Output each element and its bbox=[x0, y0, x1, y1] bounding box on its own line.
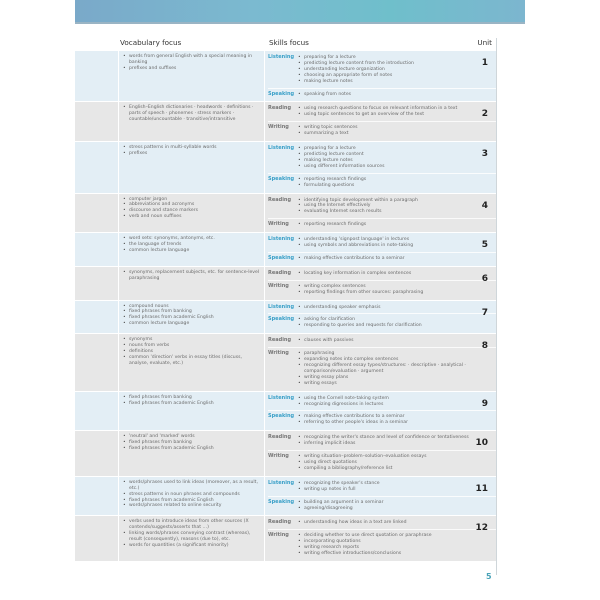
skills-cell bbox=[265, 233, 497, 266]
vocab-item: • verb and noun suffixes bbox=[123, 214, 260, 220]
skill-list bbox=[298, 414, 497, 426]
vocab-item: • computer jargon bbox=[123, 197, 260, 203]
skill-item: • building an argument in a seminar bbox=[298, 500, 497, 506]
vocab-cell bbox=[119, 516, 265, 561]
skill-list bbox=[298, 454, 497, 472]
skill-label: Writing bbox=[268, 282, 289, 289]
table-row bbox=[75, 233, 497, 267]
vocab-cell bbox=[119, 267, 265, 300]
vocab-item: • synonyms, replacement subjects, etc. for sentence-level paraphrasing bbox=[123, 270, 260, 282]
skill-list bbox=[298, 284, 497, 296]
skill-group-write bbox=[268, 529, 497, 559]
skill-item: • preparing for a lecture bbox=[298, 146, 497, 152]
skill-item: • writing essays bbox=[298, 381, 497, 387]
vocab-cell bbox=[119, 142, 265, 192]
skill-item: • expanding notes into complex sentences bbox=[298, 357, 497, 363]
page-number: 5 bbox=[486, 572, 492, 581]
skill-list bbox=[298, 256, 497, 262]
skill-list bbox=[298, 271, 497, 277]
skill-label: Reading bbox=[268, 196, 292, 203]
skill-item: • identifying topic development within a paragraph bbox=[298, 198, 497, 204]
skill-list bbox=[298, 237, 497, 249]
skill-item: • using symbols and abbreviations in note-taking bbox=[298, 243, 497, 249]
skill-item: • writing essay plans bbox=[298, 375, 497, 381]
skill-list bbox=[298, 125, 497, 137]
vocab-list bbox=[123, 197, 260, 221]
table-row bbox=[75, 392, 497, 432]
skill-group-listen bbox=[268, 480, 497, 495]
unit-number: 7 bbox=[481, 307, 488, 318]
skill-label: Reading bbox=[268, 434, 292, 441]
skill-label: Reading bbox=[268, 269, 292, 276]
skills-cell bbox=[265, 51, 497, 101]
vocab-item: • words from general English with a special meaning in banking bbox=[123, 54, 260, 66]
unit-number: 3 bbox=[481, 149, 488, 160]
vocab-list bbox=[123, 434, 260, 452]
vocab-list bbox=[123, 395, 260, 407]
vocab-item: • prefixes bbox=[123, 151, 260, 157]
skill-list bbox=[298, 55, 497, 85]
skill-label: Listening bbox=[268, 303, 295, 310]
skill-item: • incorporating quotations bbox=[298, 539, 497, 545]
skill-item: • making effective contributions to a seminar bbox=[298, 414, 497, 420]
vocab-cell bbox=[119, 392, 265, 431]
skill-list bbox=[298, 92, 497, 98]
skill-item: • writing effective introductions/conclusions bbox=[298, 551, 497, 557]
skills-cell bbox=[265, 392, 497, 431]
skill-item: • summarizing a text bbox=[298, 131, 497, 137]
unit-number: 12 bbox=[475, 523, 488, 534]
row-gutter bbox=[75, 431, 119, 476]
skill-label: Speaking bbox=[268, 175, 295, 182]
skill-group-listen bbox=[268, 145, 497, 172]
skill-item: • agreeing/disagreeing bbox=[298, 506, 497, 512]
unit-number: 11 bbox=[475, 483, 488, 494]
skill-item: • choosing an appropriate form of notes bbox=[298, 73, 497, 79]
banner-shadow bbox=[75, 22, 525, 24]
skill-item: • writing research reports bbox=[298, 545, 497, 551]
skill-list bbox=[298, 520, 497, 526]
vocab-list bbox=[123, 54, 260, 72]
vocab-item: • common 'direction' verbs in essay titles (discuss, analyse, evaluate, etc.) bbox=[123, 355, 260, 367]
table-row bbox=[75, 51, 497, 102]
table-row bbox=[75, 102, 497, 142]
row-gutter bbox=[75, 301, 119, 334]
vocab-item: • fixed phrases from academic English bbox=[123, 498, 260, 504]
vocab-item: • synonyms bbox=[123, 337, 260, 343]
skill-label: Writing bbox=[268, 221, 289, 228]
skill-group-listen bbox=[268, 54, 497, 87]
row-gutter bbox=[75, 477, 119, 516]
table-row bbox=[75, 267, 497, 301]
skill-list bbox=[298, 396, 497, 408]
skill-group-speak bbox=[268, 88, 497, 100]
skill-item: • referring to other people's ideas in a seminar bbox=[298, 420, 497, 426]
vocab-item: • the language of trends bbox=[123, 242, 260, 248]
skill-label: Writing bbox=[268, 453, 289, 460]
skill-label: Speaking bbox=[268, 498, 295, 505]
unit-column-header: Unit bbox=[477, 38, 492, 47]
vocab-item: • common lecture language bbox=[123, 321, 260, 327]
row-gutter bbox=[75, 102, 119, 141]
skill-item: • formulating questions bbox=[298, 183, 497, 189]
skills-column-header: Skills focus bbox=[269, 38, 309, 47]
skill-item: • understanding how ideas in a text are linked bbox=[298, 520, 497, 526]
skill-label: Reading bbox=[268, 105, 292, 112]
skill-item: • inferring implicit ideas bbox=[298, 441, 497, 447]
skill-group-listen bbox=[268, 236, 497, 251]
skill-group-speak bbox=[268, 410, 497, 428]
skill-item: • using direct quotations bbox=[298, 460, 497, 466]
skill-group-write bbox=[268, 347, 497, 388]
skill-list bbox=[298, 198, 497, 216]
skill-item: • making effective contributions to a seminar bbox=[298, 256, 497, 262]
skill-label: Speaking bbox=[268, 316, 295, 323]
skill-group-read bbox=[268, 337, 497, 346]
skill-list bbox=[298, 177, 497, 189]
skill-item: • understanding 'signpost language' in lectures bbox=[298, 237, 497, 243]
skill-item: • writing situation–problem–solution–evaluation essays bbox=[298, 454, 497, 460]
skill-item: • making lecture notes bbox=[298, 158, 497, 164]
skills-cell bbox=[265, 142, 497, 192]
vocab-item: • definitions bbox=[123, 349, 260, 355]
header-banner bbox=[75, 0, 525, 24]
skill-list bbox=[298, 106, 497, 118]
skill-item: • predicting lecture content bbox=[298, 152, 497, 158]
skill-item: • deciding whether to use direct quotation or paraphrase bbox=[298, 533, 497, 539]
skill-group-read bbox=[268, 270, 497, 279]
skill-item: • paraphrasing bbox=[298, 351, 497, 357]
vocab-item: • verbs used to introduce ideas from other sources (X contends/suggests/asserts that …) bbox=[123, 519, 260, 531]
skill-group-read bbox=[268, 434, 497, 449]
skill-item: • understanding lecture organization bbox=[298, 67, 497, 73]
skill-label: Speaking bbox=[268, 90, 295, 97]
skill-item: • compiling a bibliography/reference list bbox=[298, 466, 497, 472]
vocab-item: • fixed phrases from banking bbox=[123, 440, 260, 446]
unit-number: 6 bbox=[481, 273, 488, 284]
table-row bbox=[75, 477, 497, 517]
vocab-item: • stress patterns in noun phrases and compounds bbox=[123, 492, 260, 498]
skill-item: • using different information sources bbox=[298, 164, 497, 170]
vocab-item: • fixed phrases from academic English bbox=[123, 401, 260, 407]
vocab-item: • linking words/phrases conveying contrast (whereas), result (consequently), reasons (due to), etc. bbox=[123, 531, 260, 543]
skill-label: Writing bbox=[268, 124, 289, 131]
vocab-item: • nouns from verbs bbox=[123, 343, 260, 349]
skill-item: • predicting lecture content from the introduction bbox=[298, 61, 497, 67]
skill-group-write bbox=[268, 121, 497, 139]
row-gutter bbox=[75, 267, 119, 300]
skill-item: • using topic sentences to get an overview of the text bbox=[298, 112, 497, 118]
skills-cell bbox=[265, 267, 497, 300]
skill-list bbox=[298, 317, 497, 329]
vocab-list bbox=[123, 105, 260, 123]
vocab-item: • words/phrases related to online security bbox=[123, 503, 260, 509]
skill-list bbox=[298, 305, 497, 311]
skill-item: • responding to queries and requests for clarification bbox=[298, 323, 497, 329]
table-header bbox=[75, 38, 497, 51]
skills-cell bbox=[265, 102, 497, 141]
skill-group-read bbox=[268, 105, 497, 120]
vocab-item: • abbreviations and acronyms bbox=[123, 202, 260, 208]
table-body bbox=[75, 51, 497, 562]
skill-item: • preparing for a lecture bbox=[298, 55, 497, 61]
skill-group-write bbox=[268, 280, 497, 298]
skill-item: • clauses with passives bbox=[298, 338, 497, 344]
skill-list bbox=[298, 351, 497, 386]
skill-label: Listening bbox=[268, 394, 295, 401]
row-gutter bbox=[75, 334, 119, 390]
skill-item: • recognizing digressions in lectures bbox=[298, 402, 497, 408]
table-row bbox=[75, 431, 497, 477]
vocab-item: • fixed phrases from academic English bbox=[123, 446, 260, 452]
vocab-cell bbox=[119, 477, 265, 516]
skill-item: • evaluating Internet search results bbox=[298, 209, 497, 215]
skill-item: • using the Internet effectively bbox=[298, 203, 497, 209]
contents-table bbox=[75, 38, 497, 562]
skill-label: Listening bbox=[268, 54, 295, 60]
unit-number: 9 bbox=[481, 398, 488, 409]
skill-item: • writing complex sentences bbox=[298, 284, 497, 290]
skill-label: Listening bbox=[268, 479, 295, 486]
vocab-list bbox=[123, 304, 260, 328]
skill-group-speak bbox=[268, 173, 497, 191]
skill-label: Speaking bbox=[268, 413, 295, 420]
skill-label: Reading bbox=[268, 519, 292, 526]
vocab-list bbox=[123, 270, 260, 282]
vocab-cell bbox=[119, 51, 265, 101]
vocab-list bbox=[123, 337, 260, 367]
skill-label: Listening bbox=[268, 145, 295, 152]
skill-item: • writing topic sentences bbox=[298, 125, 497, 131]
skill-list bbox=[298, 533, 497, 557]
vocab-item: • fixed phrases from academic English bbox=[123, 315, 260, 321]
skill-group-read bbox=[268, 519, 497, 528]
vocab-item: • words for quantities (a significant minority) bbox=[123, 543, 260, 549]
vocab-item: • 'neutral' and 'marked' words bbox=[123, 434, 260, 440]
skills-cell bbox=[265, 477, 497, 516]
vocab-item: • fixed phrases from banking bbox=[123, 309, 260, 315]
vocab-list bbox=[123, 145, 260, 157]
vocab-cell bbox=[119, 233, 265, 266]
table-row bbox=[75, 194, 497, 234]
unit-number: 10 bbox=[475, 438, 488, 449]
row-gutter bbox=[75, 392, 119, 431]
skill-item: • locating key information in complex sentences bbox=[298, 271, 497, 277]
skills-cell bbox=[265, 334, 497, 390]
unit-number: 1 bbox=[481, 58, 488, 68]
skill-item: • understanding speaker emphasis bbox=[298, 305, 497, 311]
row-gutter bbox=[75, 233, 119, 266]
unit-number: 2 bbox=[481, 109, 488, 120]
vocab-item: • stress patterns in multi-syllable words bbox=[123, 145, 260, 151]
skill-group-read bbox=[268, 197, 497, 218]
table-row bbox=[75, 301, 497, 335]
unit-number: 4 bbox=[481, 200, 488, 211]
skill-list bbox=[298, 500, 497, 512]
skill-group-speak bbox=[268, 313, 497, 331]
skill-item: • using research questions to focus on relevant information in a text bbox=[298, 106, 497, 112]
skill-label: Listening bbox=[268, 236, 295, 243]
skill-item: • recognizing the writer's stance and level of confidence or tentativeness bbox=[298, 435, 497, 441]
vocab-item: • common lecture language bbox=[123, 248, 260, 254]
row-gutter bbox=[75, 516, 119, 561]
skills-cell bbox=[265, 516, 497, 561]
vocab-item: • prefixes and suffixes bbox=[123, 66, 260, 72]
skill-list bbox=[298, 481, 497, 493]
vocab-item: • English–English dictionaries · headwords · definitions · parts of speech · phonemes · stress markers · countable/uncountable · transitive/intransitive bbox=[123, 105, 260, 123]
vocab-cell bbox=[119, 102, 265, 141]
skill-group-write bbox=[268, 450, 497, 474]
row-gutter bbox=[75, 142, 119, 192]
vocab-list bbox=[123, 480, 260, 510]
vocab-cell bbox=[119, 194, 265, 233]
skills-cell bbox=[265, 301, 497, 334]
vocab-cell bbox=[119, 334, 265, 390]
vocab-cell bbox=[119, 301, 265, 334]
skill-group-listen bbox=[268, 304, 497, 313]
skill-item: • using the Cornell note-taking system bbox=[298, 396, 497, 402]
vocab-item: • words/phrases used to link ideas (moreover, as a result, etc.) bbox=[123, 480, 260, 492]
skill-label: Speaking bbox=[268, 254, 295, 261]
skill-label: Reading bbox=[268, 337, 292, 344]
skill-group-speak bbox=[268, 252, 497, 264]
skill-item: • reporting research findings bbox=[298, 222, 497, 228]
skill-item: • asking for clarification bbox=[298, 317, 497, 323]
unit-number: 8 bbox=[481, 341, 488, 352]
unit-divider-line bbox=[496, 38, 497, 575]
table-row bbox=[75, 516, 497, 562]
skill-label: Writing bbox=[268, 532, 289, 539]
row-gutter bbox=[75, 194, 119, 233]
vocab-item: • compound nouns bbox=[123, 304, 260, 310]
skill-list bbox=[298, 146, 497, 170]
skills-cell bbox=[265, 431, 497, 476]
row-gutter bbox=[75, 51, 119, 101]
skill-item: • reporting findings from other sources: paraphrasing bbox=[298, 290, 497, 296]
table-row bbox=[75, 142, 497, 193]
skill-group-speak bbox=[268, 496, 497, 514]
unit-number: 5 bbox=[481, 240, 488, 251]
skill-item: • recognizing different essay types/structures: · descriptive · analytical · comparison/evaluation · argument bbox=[298, 363, 497, 375]
skill-list bbox=[298, 435, 497, 447]
table-row bbox=[75, 334, 497, 391]
vocab-list bbox=[123, 236, 260, 254]
skill-label: Writing bbox=[268, 350, 289, 357]
skill-item: • making lecture notes bbox=[298, 79, 497, 85]
skill-item: • speaking from notes bbox=[298, 92, 497, 98]
skill-group-write bbox=[268, 218, 497, 230]
skill-list bbox=[298, 338, 497, 344]
skill-item: • recognizing the speaker's stance bbox=[298, 481, 497, 487]
vocab-item: • word sets: synonyms, antonyms, etc. bbox=[123, 236, 260, 242]
vocab-cell bbox=[119, 431, 265, 476]
skill-item: • reporting research findings bbox=[298, 177, 497, 183]
skill-list bbox=[298, 222, 497, 228]
skills-cell bbox=[265, 194, 497, 233]
vocab-item: • fixed phrases from banking bbox=[123, 395, 260, 401]
vocab-column-header: Vocabulary focus bbox=[120, 38, 182, 47]
vocab-item: • discourse and stance markers bbox=[123, 208, 260, 214]
skill-item: • writing up notes in full bbox=[298, 487, 497, 493]
vocab-list bbox=[123, 519, 260, 549]
skill-group-listen bbox=[268, 395, 497, 410]
